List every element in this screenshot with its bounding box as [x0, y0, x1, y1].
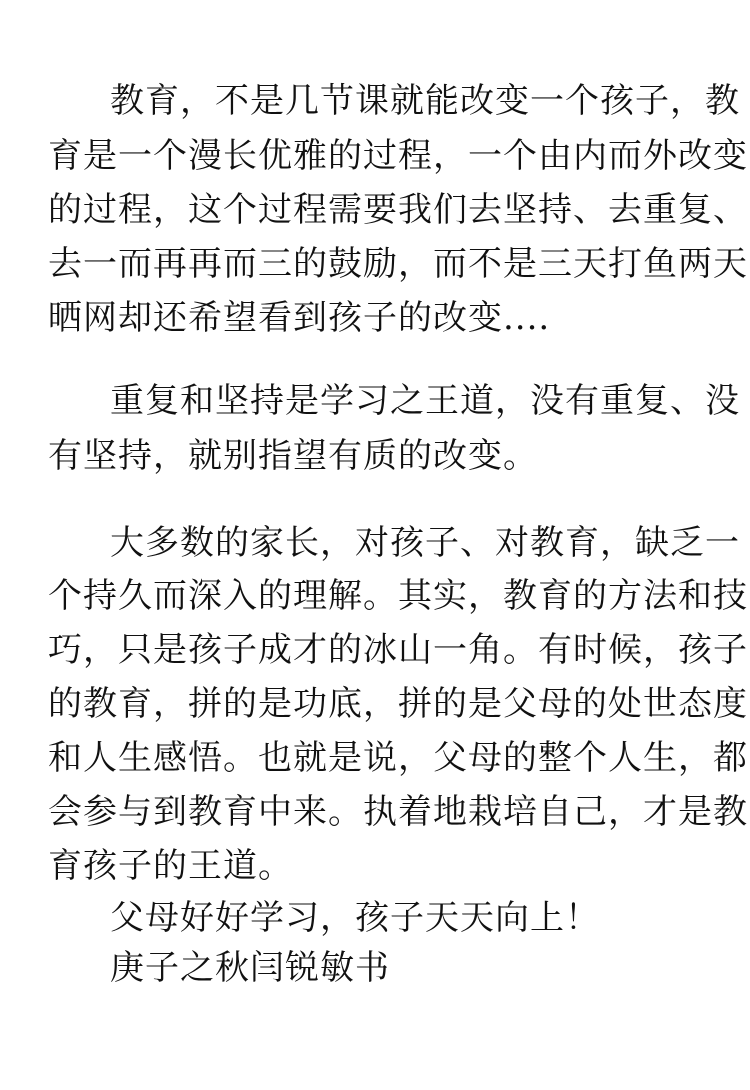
paragraph-2-line-1: 重复和坚持是学习之王道，没有重复、没 [110, 381, 740, 421]
paragraph-3-line-6: 会参与到教育中来。执着地栽培自己，才是教 [48, 792, 748, 832]
paragraph-3-line-7: 育孩子的王道。 [48, 846, 293, 886]
paragraph-1-line-2: 育是一个漫长优雅的过程，一个由内而外改变 [48, 136, 748, 176]
paragraph-3-line-2: 个持久而深入的理解。其实，教育的方法和技 [48, 576, 748, 616]
slogan-line: 父母好好学习，孩子天天向上！ [110, 898, 600, 938]
paragraph-1-line-3: 的过程，这个过程需要我们去坚持、去重复、 [48, 190, 748, 230]
paragraph-1-line-1: 教育，不是几节课就能改变一个孩子，教 [110, 81, 740, 121]
paragraph-3-line-4: 的教育，拼的是功底，拼的是父母的处世态度 [48, 684, 748, 724]
paragraph-3-line-5: 和人生感悟。也就是说，父母的整个人生，都 [48, 738, 748, 778]
paragraph-1-line-5: 晒网却还希望看到孩子的改变.... [48, 298, 551, 338]
signature-line: 庚子之秋闫锐敏书 [110, 948, 390, 988]
paragraph-3-line-3: 巧，只是孩子成才的冰山一角。有时候，孩子 [48, 630, 748, 670]
paragraph-3-line-1: 大多数的家长，对孩子、对教育，缺乏一 [110, 523, 740, 563]
paragraph-1-line-4: 去一而再再而三的鼓励，而不是三天打鱼两天 [48, 244, 748, 284]
paragraph-2-line-2: 有坚持，就别指望有质的改变。 [48, 436, 538, 476]
